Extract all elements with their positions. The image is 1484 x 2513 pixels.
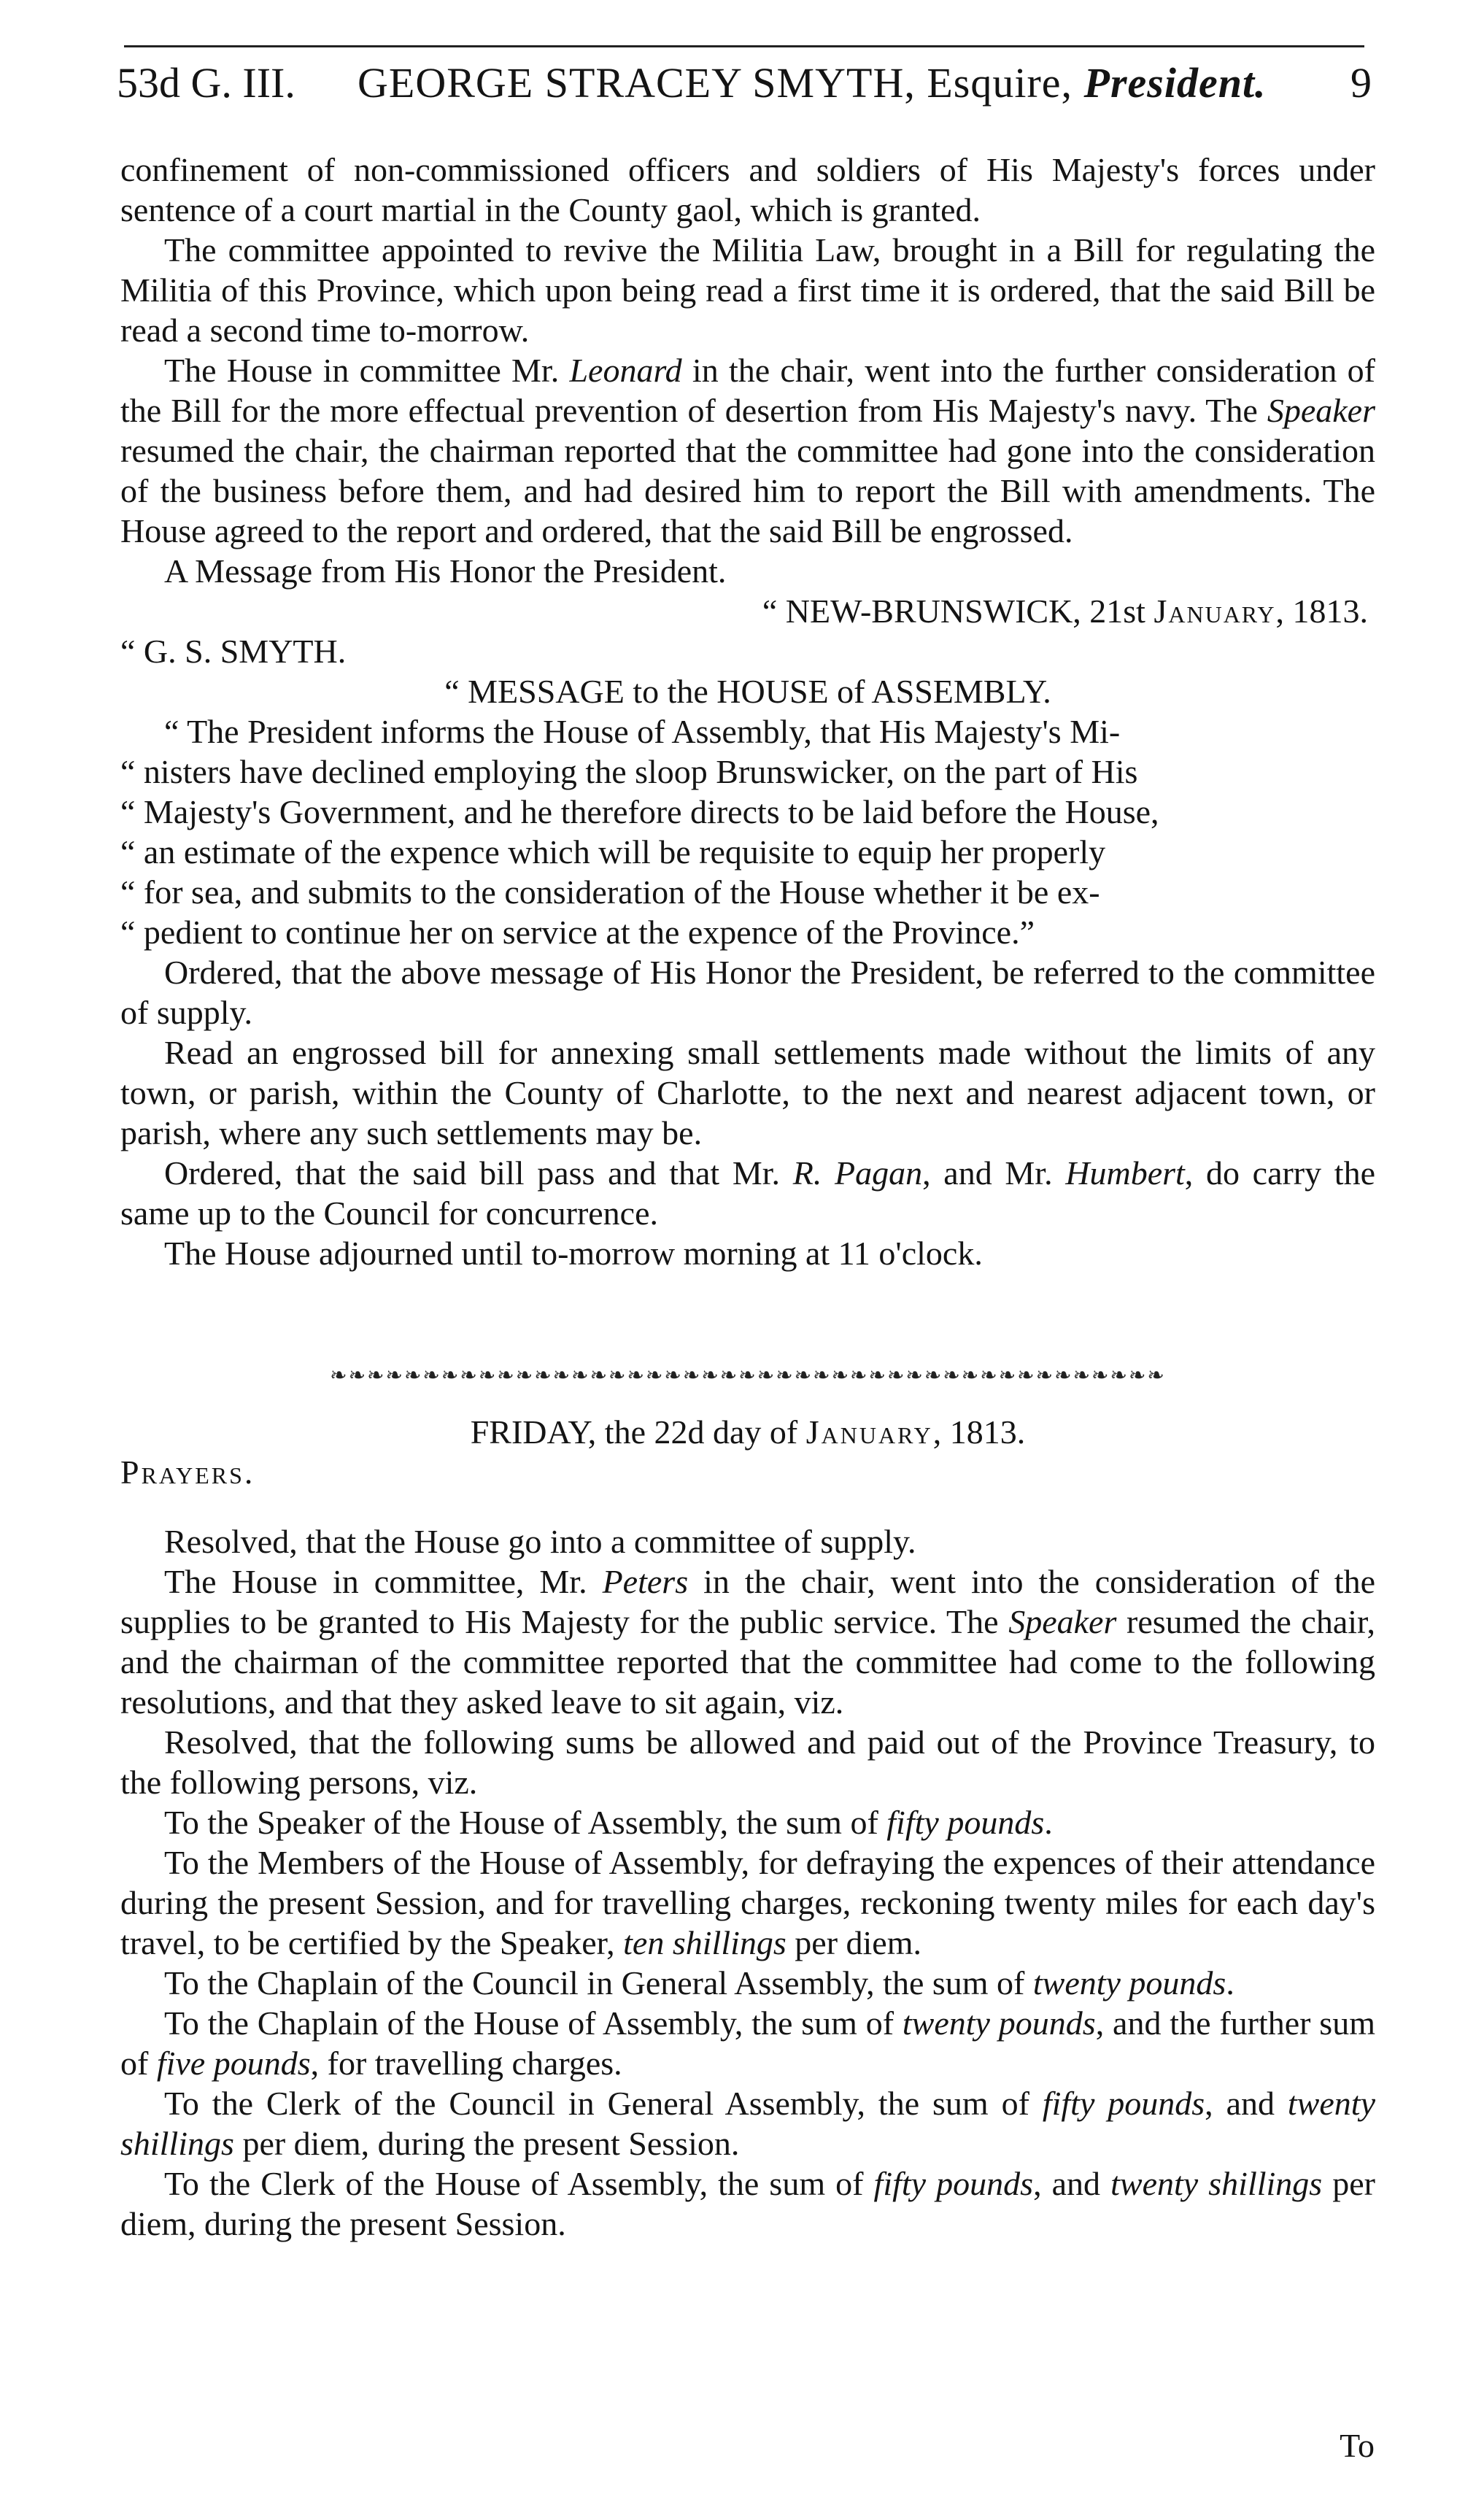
- member-name: R. Pagan: [792, 1154, 923, 1192]
- paragraph: Resolved, that the following sums be allowed and paid out of the Province Treasury, to the following persons, viz.: [120, 1723, 1375, 1801]
- header-title: [358, 58, 1267, 107]
- text-run: Prayers.: [120, 1454, 255, 1491]
- text-run: , 1813.: [1275, 592, 1368, 630]
- paragraph: [120, 1802, 1375, 1842]
- text-run: “ NEW-BRUNSWICK, 21st: [762, 592, 1154, 630]
- running-header: [117, 58, 1372, 124]
- catchword: To: [1340, 2427, 1375, 2464]
- text-run: per diem, during the present Session.: [120, 2165, 1376, 2242]
- text-run: , 1813.: [932, 1413, 1026, 1451]
- paragraph: [120, 1842, 1375, 1963]
- paragraph: Ordered, that the above message of His Honor the President, be referred to the committee of supply.: [120, 954, 1375, 1031]
- text-run: The House in committee Mr.: [164, 352, 570, 389]
- paragraph: [120, 2003, 1375, 2083]
- text-run: , for travelling charges.: [310, 2045, 622, 2082]
- text-run: .: [1226, 1964, 1234, 2001]
- text-run: resumed the chair, the chairman reported that the committee had gone into the consideration of the business before them, and had desired him to report the Bill with amendments. The House agreed to the report and ordered, that the said Bill be engrossed.: [120, 432, 1375, 549]
- sum-amount: fifty pounds: [1042, 2085, 1205, 2122]
- text-run: , do carry the same up to the Council for concurrence.: [120, 1154, 1376, 1232]
- text-run: in the chair, went into the consideration of the supplies to be granted to His Majesty for the public service. The: [120, 1563, 1375, 1640]
- text-run: To the Clerk of the House of Assembly, the sum of: [164, 2165, 874, 2202]
- speaker-ref: Speaker: [1008, 1603, 1117, 1640]
- sum-amount: twenty shillings: [120, 2085, 1375, 2162]
- text-run: resumed the chair, and the chairman of the committee reported that the committee had come to the following resolutions, and that they asked leave to sit again, viz.: [120, 1603, 1376, 1721]
- sum-amount: fifty pounds: [873, 2165, 1034, 2202]
- text-run: , and Mr.: [922, 1154, 1066, 1192]
- text-run: per diem, during the present Session.: [233, 2125, 740, 2162]
- message-signature: “ G. S. SMYTH.: [120, 633, 347, 670]
- prayers-label: [120, 1452, 1375, 1492]
- sum-amount: twenty shillings: [1110, 2165, 1323, 2202]
- header-rule: [124, 45, 1364, 47]
- member-name: Leonard: [569, 352, 682, 389]
- text-run: in the chair, went into the further consideration of the Bill for the more effectual prevention of desertion from His Majesty's navy. The: [120, 352, 1375, 429]
- paragraph: The committee appointed to revive the Militia Law, brought in a Bill for regulating the Militia of this Province, which upon being read a first time it is ordered, that the said Bill be read a second time to-morrow.: [120, 231, 1375, 349]
- page-number: 9: [1350, 59, 1372, 107]
- text-run: To the Chaplain of the House of Assembly, the sum of: [164, 2004, 903, 2042]
- text-run: per diem.: [786, 1924, 921, 1961]
- paragraph: [120, 350, 1375, 551]
- member-name: Peters: [602, 1563, 689, 1600]
- paragraph: The House adjourned until to-morrow morning at 11 o'clock.: [164, 1235, 983, 1272]
- sum-amount: twenty pounds: [1032, 1964, 1226, 2001]
- text-run: , and: [1033, 2165, 1111, 2202]
- month: January: [1153, 592, 1276, 630]
- paragraph: Read an engrossed bill for annexing small settlements made without the limits of any town, or parish, within the County of Charlotte, to the next and nearest adjacent town, or parish, where any such settlements may be.: [120, 1034, 1375, 1151]
- ornamental-divider: ❧❧❧❧❧❧❧❧❧❧❧❧❧❧❧❧❧❧❧❧❧❧❧❧❧❧❧❧❧❧❧❧❧❧❧❧❧❧❧❧❧❧❧❧❧: [330, 1364, 1166, 1385]
- paragraph: Resolved, that the House go into a committee of supply.: [164, 1523, 916, 1560]
- text-run: Ordered, that the said bill pass and that Mr.: [164, 1154, 793, 1192]
- paragraph: [120, 1153, 1375, 1233]
- text-run: To the Chaplain of the Council in General Assembly, the sum of: [164, 1964, 1033, 2001]
- text-run: To the Members of the House of Assembly, for defraying the expences of their attendance during the present Session, and for travelling charges, reckoning twenty miles for each day's travel, to be certified by the Speaker,: [120, 1844, 1375, 1961]
- sum-amount: five pounds: [156, 2045, 311, 2082]
- message-heading: “ MESSAGE to the HOUSE of ASSEMBLY.: [444, 673, 1051, 710]
- paragraph: [120, 1963, 1375, 2003]
- text-run: To the Speaker of the House of Assembly, the sum of: [164, 1804, 887, 1841]
- message-line: “ for sea, and submits to the consideration of the House whether it be ex-: [120, 873, 1100, 911]
- message-line: “ Majesty's Government, and he therefore directs to be laid before the House,: [120, 793, 1159, 830]
- member-name: Humbert: [1065, 1154, 1185, 1192]
- paragraph: [120, 2163, 1375, 2244]
- sum-amount: ten shillings: [623, 1924, 787, 1961]
- month: January: [805, 1413, 933, 1451]
- paragraph: A Message from His Honor the President.: [164, 552, 727, 590]
- session-label: 53d G. III.: [117, 59, 295, 107]
- message-line: “ The President informs the House of Assembly, that His Majesty's Mi-: [164, 713, 1121, 750]
- header-title-role: President.: [1083, 59, 1267, 107]
- text-run: , and: [1205, 2085, 1288, 2122]
- message-line: “ pedient to continue her on service at the expence of the Province.”: [120, 914, 1035, 951]
- message-dateline: [120, 591, 1375, 631]
- speaker-ref: Speaker: [1267, 392, 1375, 429]
- text-run: .: [1044, 1804, 1053, 1841]
- message-line: “ an estimate of the expence which will be requisite to equip her properly: [120, 833, 1106, 871]
- paragraph: confinement of non-commissioned officers and soldiers of His Majesty's forces under sentence of a court martial in the County gaol, which is granted.: [120, 151, 1375, 228]
- section-friday: [120, 1412, 1375, 2244]
- paragraph: [120, 2083, 1375, 2163]
- section-thursday: [120, 150, 1375, 1273]
- paragraph: [120, 1562, 1375, 1722]
- text-run: To the Clerk of the Council in General Assembly, the sum of: [164, 2085, 1043, 2122]
- sum-amount: fifty pounds: [886, 1804, 1045, 1841]
- header-title-main: GEORGE STRACEY SMYTH, Esquire,: [358, 59, 1073, 107]
- message-line: “ nisters have declined employing the sloop Brunswicker, on the part of His: [120, 753, 1138, 790]
- day-heading: [120, 1412, 1375, 1452]
- sum-amount: twenty pounds: [902, 2004, 1096, 2042]
- text-run: FRIDAY, the 22d day of: [470, 1413, 806, 1451]
- text-run: , and the further sum of: [120, 2004, 1375, 2082]
- text-run: The House in committee, Mr.: [164, 1563, 603, 1600]
